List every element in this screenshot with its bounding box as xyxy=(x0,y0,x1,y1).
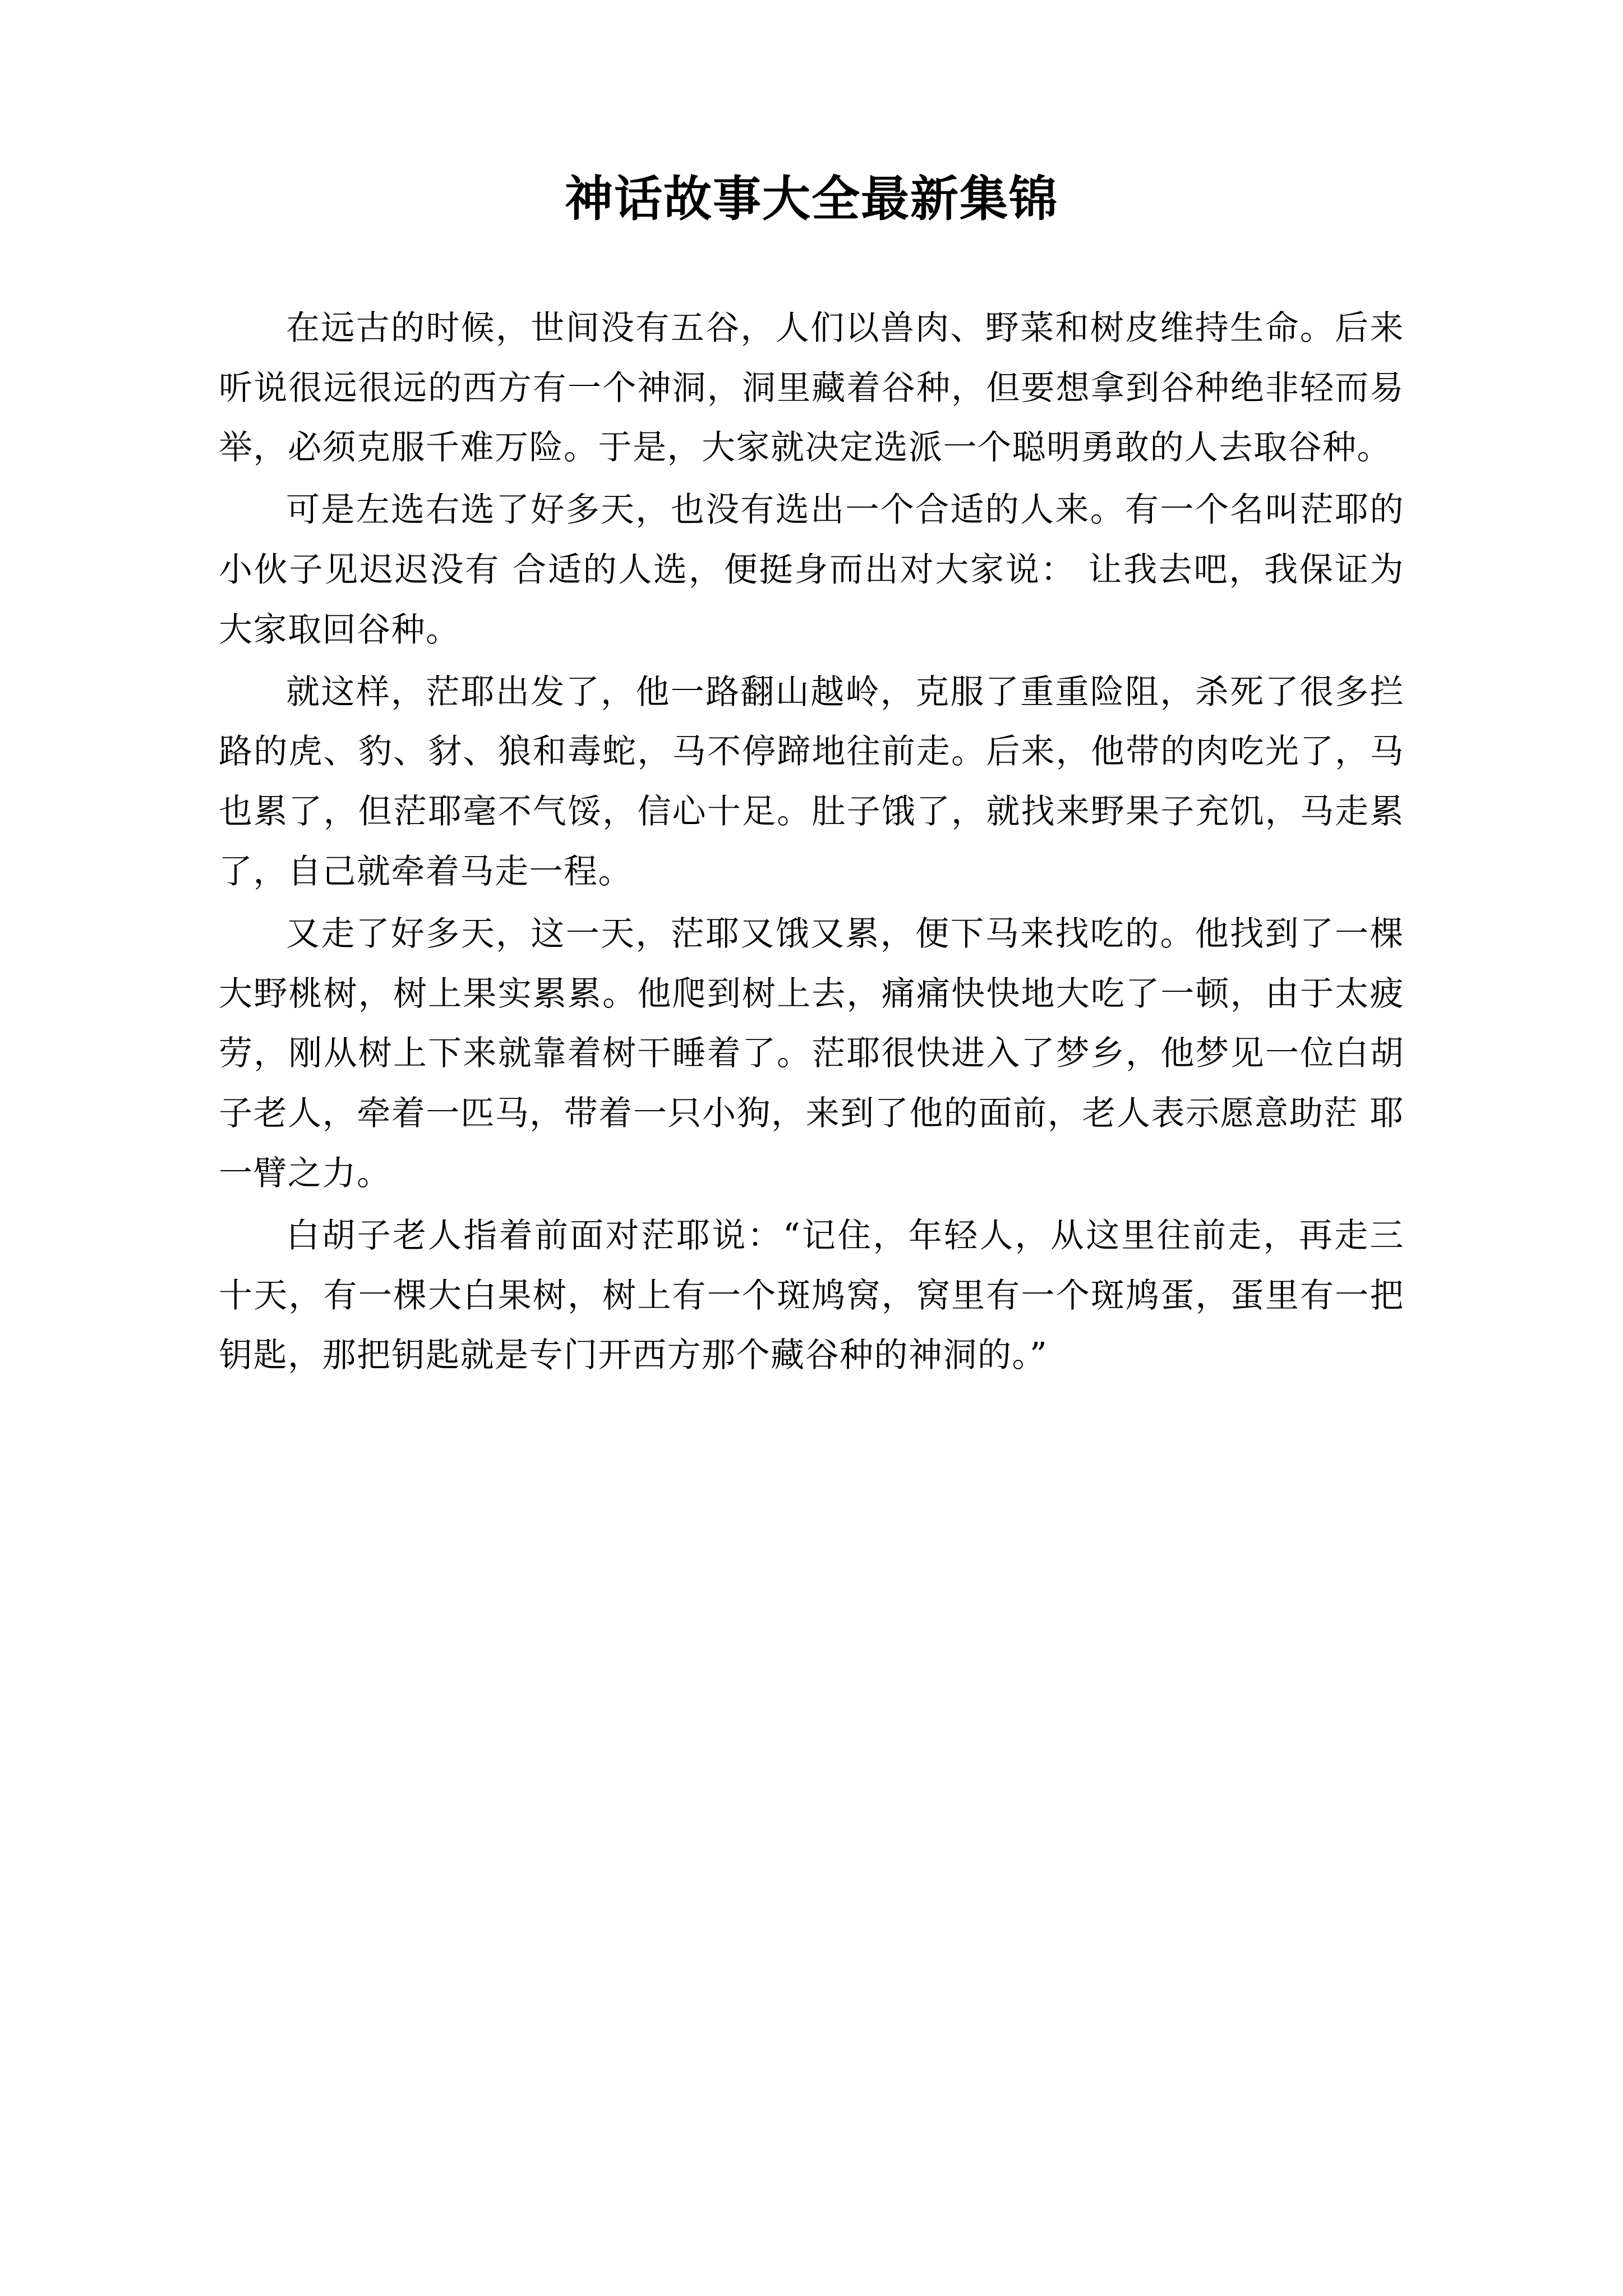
document-body xyxy=(219,298,1404,1386)
paragraph: 就这样，茫耶出发了，他一路翻山越岭，克服了重重险阻，杀死了很多拦路的虎、豹、豺、狼和毒蛇，马不停蹄地往前走。后来，他带的肉吃光了，马也累了，但茫耶毫不气馁，信心十足。肚子饿了，就找来野果子充饥，马走累了，自己就牵着马走一程。 xyxy=(219,672,1404,891)
paragraph: 又走了好多天，这一天，茫耶又饿又累，便下马来找吃的。他找到了一棵大野桃树，树上果实累累。他爬到树上去，痛痛快快地大吃了一顿，由于太疲劳，刚从树上下来就靠着树干睡着了。茫耶很快进入了梦乡，他梦见一位白胡子老人，牵着一匹马，带着一只小狗，来到了他的面前，老人表示愿意助茫 耶一臂之力。 xyxy=(219,914,1404,1193)
paragraph: 白胡子老人指着前面对茫耶说：“记住，年轻人，从这里往前走，再走三十天，有一棵大白果树，树上有一个斑鸠窝，窝里有一个斑鸠蛋，蛋里有一把钥匙，那把钥匙就是专门开西方那个藏谷种的神洞的。” xyxy=(219,1216,1404,1375)
paragraph: 可是左选右选了好多天，也没有选出一个合适的人来。有一个名叫茫耶的小伙子见迟迟没有 合适的人选，便挺身而出对大家说： 让我去吧，我保证为大家取回谷种。 xyxy=(219,490,1404,650)
paragraph: 在远古的时候，世间没有五谷，人们以兽肉、野菜和树皮维持生命。后来听说很远很远的西方有一个神洞，洞里藏着谷种，但要想拿到谷种绝非轻而易举，必须克服千难万险。于是，大家就决定选派一个聪明勇敢的人去取谷种。 xyxy=(219,308,1404,468)
page-title: 神话故事大全最新集锦 xyxy=(565,171,1058,227)
